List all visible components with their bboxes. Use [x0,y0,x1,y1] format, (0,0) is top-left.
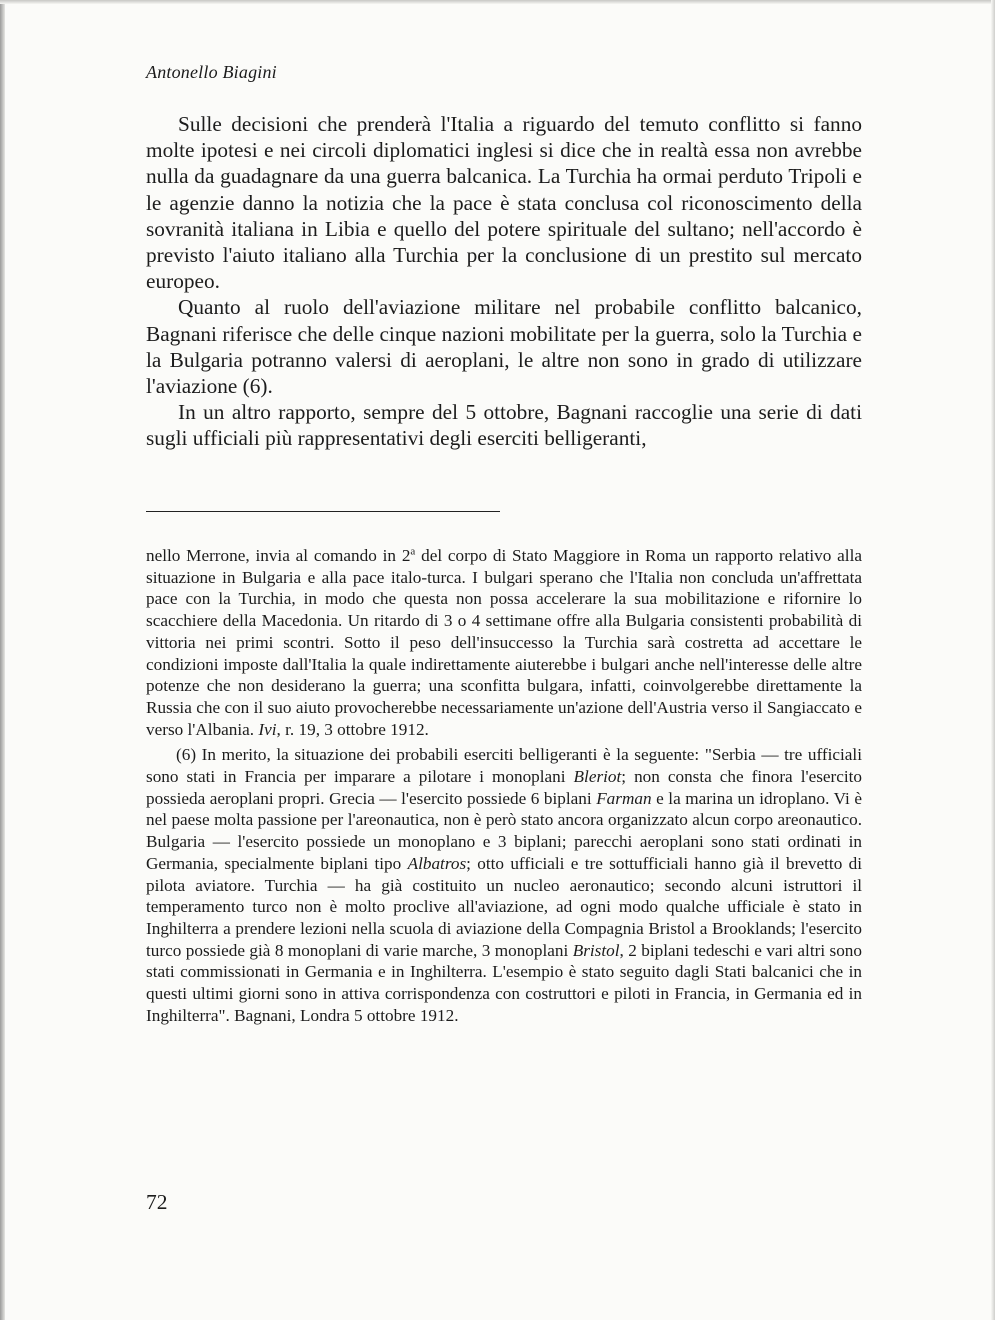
body-paragraph: Sulle decisioni che prenderà l'Italia a riguardo del temuto conflitto si fanno molte ipotesi e nei circoli diplomatici inglesi si dice che in realtà essa non avrebbe nulla da guadagnare da una guerra balcanica. La Turchia ha ormai perduto Tripoli e le agenzie danno la notizia che la pace è stata conclusa col riconoscimento della sovranità italiana in Libia e quello del potere spirituale del sultano; nell'accordo è previsto l'aiuto italiano alla Turchia per la conclusione di un prestito sul mercato europeo. [146,112,862,294]
note-superscript: a [410,545,416,558]
note-text: e la marina un idroplano. Vi è nel paese molta passione per l'areonautica, non è però stato ancora organizzato alcun corpo areonautico. Bulgaria — l'esercito possiede un monoplano e 3 biplani; parecchi aeroplani sono stati ordinati in Germania, specialmente biplani tipo [146,788,862,873]
note-italic-bristol: Bristol [572,940,620,960]
note-italic-farman: Farman [596,788,652,808]
body-paragraph: In un altro rapporto, sempre del 5 ottobre, Bagnani raccoglie una serie di dati sugli ufficiali più rappresentativi degli eserciti belligeranti, [146,400,862,451]
note-text: (6) In merito, la situazione dei probabili eserciti belligeranti è la seguente: "Serbia — tre ufficiali sono stati in Francia per imparare a pilotare i monoplani [146,745,862,787]
scan-edge-left [0,0,5,1320]
footnotes [146,545,862,1026]
footnote-separator [146,511,500,512]
footnote-6 [146,744,862,1026]
page-number: 72 [146,1190,168,1214]
note-italic-bleriot: Bleriot [573,767,622,787]
body-text [146,111,862,452]
body-paragraph: Quanto al ruolo dell'aviazione militare nel probabile conflitto balcanico, Bagnani riferisce che delle cinque nazioni mobilitate per la guerra, solo la Turchia e la Bulgaria potranno valersi di aeroplani, le altre non sono in grado di utilizzare l'aviazione (6). [146,295,862,399]
footnote-continued [146,545,862,740]
scan-edge-top [0,0,995,4]
note-text: , 2 biplani tedeschi e vari altri sono stati commissionati in Germania e in Inghilterra. L'esempio è stato seguito dagli Stati balcanici che in questi ultimi giorni sono in attiva corrispondenza con costruttori e piloti in Francia, in Germania ed in Inghilterra". Bagnani, Londra 5 ottobre 1912. [146,940,862,1025]
note-text: ; non consta che finora l'esercito possieda aeroplani propri. Grecia — l'esercito possiede 6 biplani [146,767,863,808]
note-text: ; otto ufficiali e tre sottufficiali hanno già il brevetto di pilota aviatore. Turchia — ha già costituito un nucleo aeronautico; secondo alcuni istruttori il temperamento turco non è molto proclive all'aviazione, ad ogni modo qualche ufficiale è stato in Inghilterra a prendere lezioni nella scuola di aviazione della Compagnia Bristol a Brooklands; l'esercito turco possiede già 8 monoplani di varie marche, 3 monoplani [146,853,862,960]
note-italic-albatros: Albatros [407,853,467,873]
note-italic-ivi: Ivi [258,719,277,739]
note-text: nello Merrone, invia al comando in 2 [146,546,411,565]
note-text: , r. 19, 3 ottobre 1912. [276,719,429,739]
running-head-author: Antonello Biagini [146,62,277,82]
scan-edge-right [991,0,995,1320]
note-text: del corpo di Stato Maggiore in Roma un rapporto relativo alla situazione in Bulgaria e alla pace italo-turca. I bulgari sperano che l'Italia non concluda un'affrettata pace con la Turchia, in modo che questa non possa accelerare la sua mobilitazione e rifornire lo scacchiere della Macedonia. Un ritardo di 3 o 4 settimane offre alla Bulgaria consistenti probabilità di vittoria nei primi scontri. Sotto il peso dell'insuccesso la Turchia sarà costretta ad accettare le condizioni imposte dall'Italia la quale indirettamente aiuterebbe i bulgari anche nell'interesse delle altre potenze che non desiderano la guerra; una sconfitta bulgara, infatti, coinvolgerebbe direttamente la Russia che con il suo aiuto provocherebbe necessariamente un'azione dell'Austria verso il Sangiaccato e verso l'Albania. [146,546,862,739]
